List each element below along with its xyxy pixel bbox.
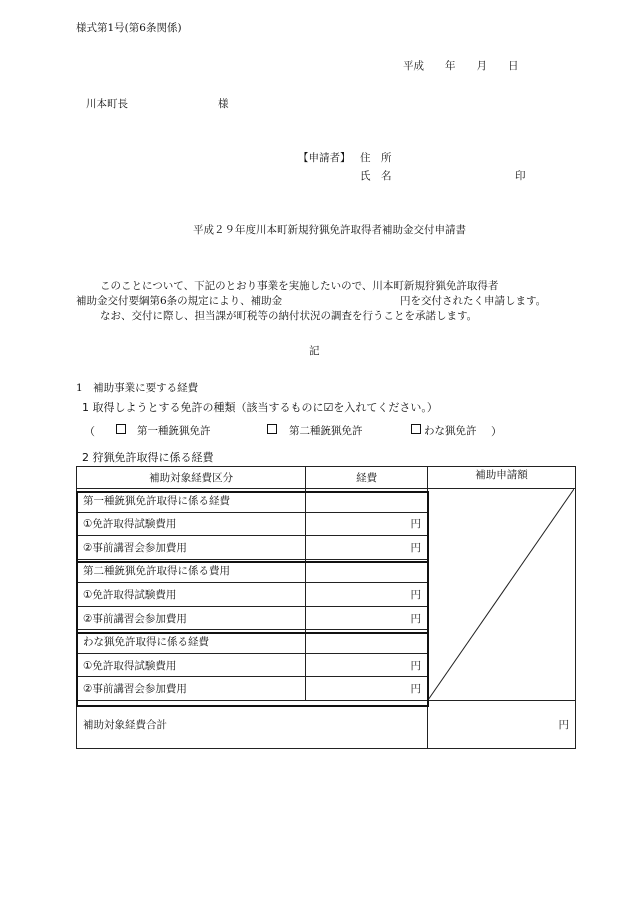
row-expense[interactable]: 円 xyxy=(306,583,428,607)
body-line-2a: 補助金交付要綱第6条の規定により、補助金 xyxy=(76,295,283,307)
date-line[interactable]: 平成 年 月 日 xyxy=(403,60,519,72)
row-label: わな猟免許取得に係る経費 xyxy=(77,630,306,654)
license-type-instruction: 1 取得しようとする免許の種類（該当するものに☑を入れてください。） xyxy=(82,401,438,414)
table-header-row xyxy=(77,467,576,489)
header-category: 補助対象経費区分 xyxy=(77,467,306,489)
addressee-suffix: 様 xyxy=(218,98,229,110)
ki-mark: 記 xyxy=(309,345,320,357)
row-expense[interactable] xyxy=(306,489,428,513)
amount-field[interactable] xyxy=(313,293,398,306)
document-title: 平成２９年度川本町新規狩猟免許取得者補助金交付申請書 xyxy=(193,224,466,236)
expense-heading: 2 狩猟免許取得に係る経費 xyxy=(82,451,214,464)
open-paren: （ xyxy=(84,425,95,438)
close-paren: ） xyxy=(491,425,502,438)
option-license-3: わな猟免許 xyxy=(424,425,477,437)
total-row xyxy=(77,701,576,749)
row-expense[interactable]: 円 xyxy=(306,677,428,701)
option-license-1: 第一種銃猟免許 xyxy=(137,425,211,437)
row-expense[interactable] xyxy=(306,559,428,583)
address-label[interactable]: 住 所 xyxy=(360,152,392,164)
row-expense[interactable]: 円 xyxy=(306,606,428,630)
section-heading: 1 補助事業に要する経費 xyxy=(76,382,199,394)
header-expense: 経費 xyxy=(306,467,428,489)
total-label: 補助対象経費合計 xyxy=(77,701,428,749)
checkbox-license-3[interactable] xyxy=(411,424,421,434)
header-request-amount: 補助申請額 xyxy=(427,467,575,489)
row-label: 第一種銃猟免許取得に係る経費 xyxy=(77,489,306,513)
row-label: ②事前講習会参加費用 xyxy=(77,536,306,560)
row-label: ①免許取得試験費用 xyxy=(77,583,306,607)
expense-table xyxy=(76,466,576,749)
checkbox-license-2[interactable] xyxy=(267,424,277,434)
row-label: ①免許取得試験費用 xyxy=(77,653,306,677)
row-label: ②事前講習会参加費用 xyxy=(77,606,306,630)
row-expense[interactable]: 円 xyxy=(306,653,428,677)
row-label: ②事前講習会参加費用 xyxy=(77,677,306,701)
row-expense[interactable]: 円 xyxy=(306,536,428,560)
applicant-label: 【申請者】 xyxy=(298,152,351,164)
row-label: ①免許取得試験費用 xyxy=(77,512,306,536)
request-amount-crossed-cell xyxy=(427,489,575,701)
form-number: 様式第1号(第6条関係) xyxy=(76,22,182,34)
row-expense[interactable] xyxy=(306,630,428,654)
name-label[interactable]: 氏 名 xyxy=(360,170,392,182)
table-row xyxy=(77,489,576,513)
total-amount[interactable]: 円 xyxy=(427,701,575,749)
seal-mark: 印 xyxy=(515,170,526,182)
body-line-3: なお、交付に際し、担当課が町税等の納付状況の調査を行うことを承諾します。 xyxy=(100,310,478,322)
row-expense[interactable]: 円 xyxy=(306,512,428,536)
option-license-2: 第二種銃猟免許 xyxy=(289,425,363,437)
row-label: 第二種銃猟免許取得に係る費用 xyxy=(77,559,306,583)
body-line-2b: 円を交付されたく申請します。 xyxy=(400,295,547,307)
body-line-1: このことについて、下記のとおり事業を実施したいので、川本町新規狩猟免許取得者 xyxy=(100,280,499,292)
diagonal-strike xyxy=(428,489,574,700)
addressee: 川本町長 xyxy=(86,98,128,110)
checkbox-license-1[interactable] xyxy=(116,424,126,434)
